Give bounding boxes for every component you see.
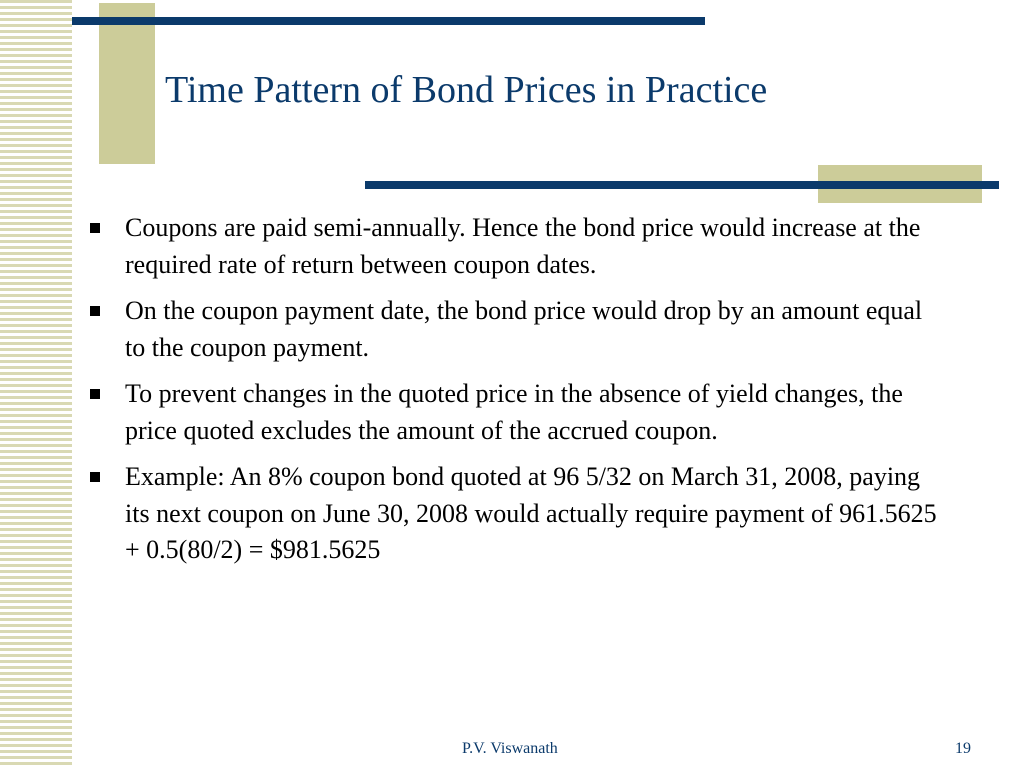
footer-author: P.V. Viswanath bbox=[462, 740, 558, 757]
decorative-rule-top bbox=[72, 17, 705, 25]
bullet-text: On the coupon payment date, the bond price would drop by an amount equal to the coupon payment. bbox=[125, 296, 923, 362]
bullet-item bbox=[88, 293, 938, 366]
square-bullet-icon bbox=[90, 223, 100, 233]
bullet-text: Example: An 8% coupon bond quoted at 96 5/32 on March 31, 2008, paying its next coupon on June 30, 2008 would actually require payment of 961.5625 + 0.5(80/2) = $981.5625 bbox=[125, 462, 937, 564]
square-bullet-icon bbox=[90, 306, 100, 316]
bullet-text: Coupons are paid semi-annually. Hence the bond price would increase at the required rate of return between coupon dates. bbox=[125, 213, 921, 279]
bullet-item bbox=[88, 210, 938, 283]
bullet-list bbox=[88, 210, 938, 579]
decorative-tan-block-top bbox=[99, 3, 155, 164]
decorative-rule-middle bbox=[365, 181, 999, 189]
bullet-text: To prevent changes in the quoted price in the absence of yield changes, the price quoted excludes the amount of the accrued coupon. bbox=[125, 379, 903, 445]
slide-title: Time Pattern of Bond Prices in Practice bbox=[165, 69, 768, 111]
bullet-item bbox=[88, 376, 938, 449]
square-bullet-icon bbox=[90, 472, 100, 482]
left-striped-margin bbox=[0, 0, 72, 768]
square-bullet-icon bbox=[90, 389, 100, 399]
page-number: 19 bbox=[955, 740, 971, 757]
bullet-item bbox=[88, 459, 938, 569]
